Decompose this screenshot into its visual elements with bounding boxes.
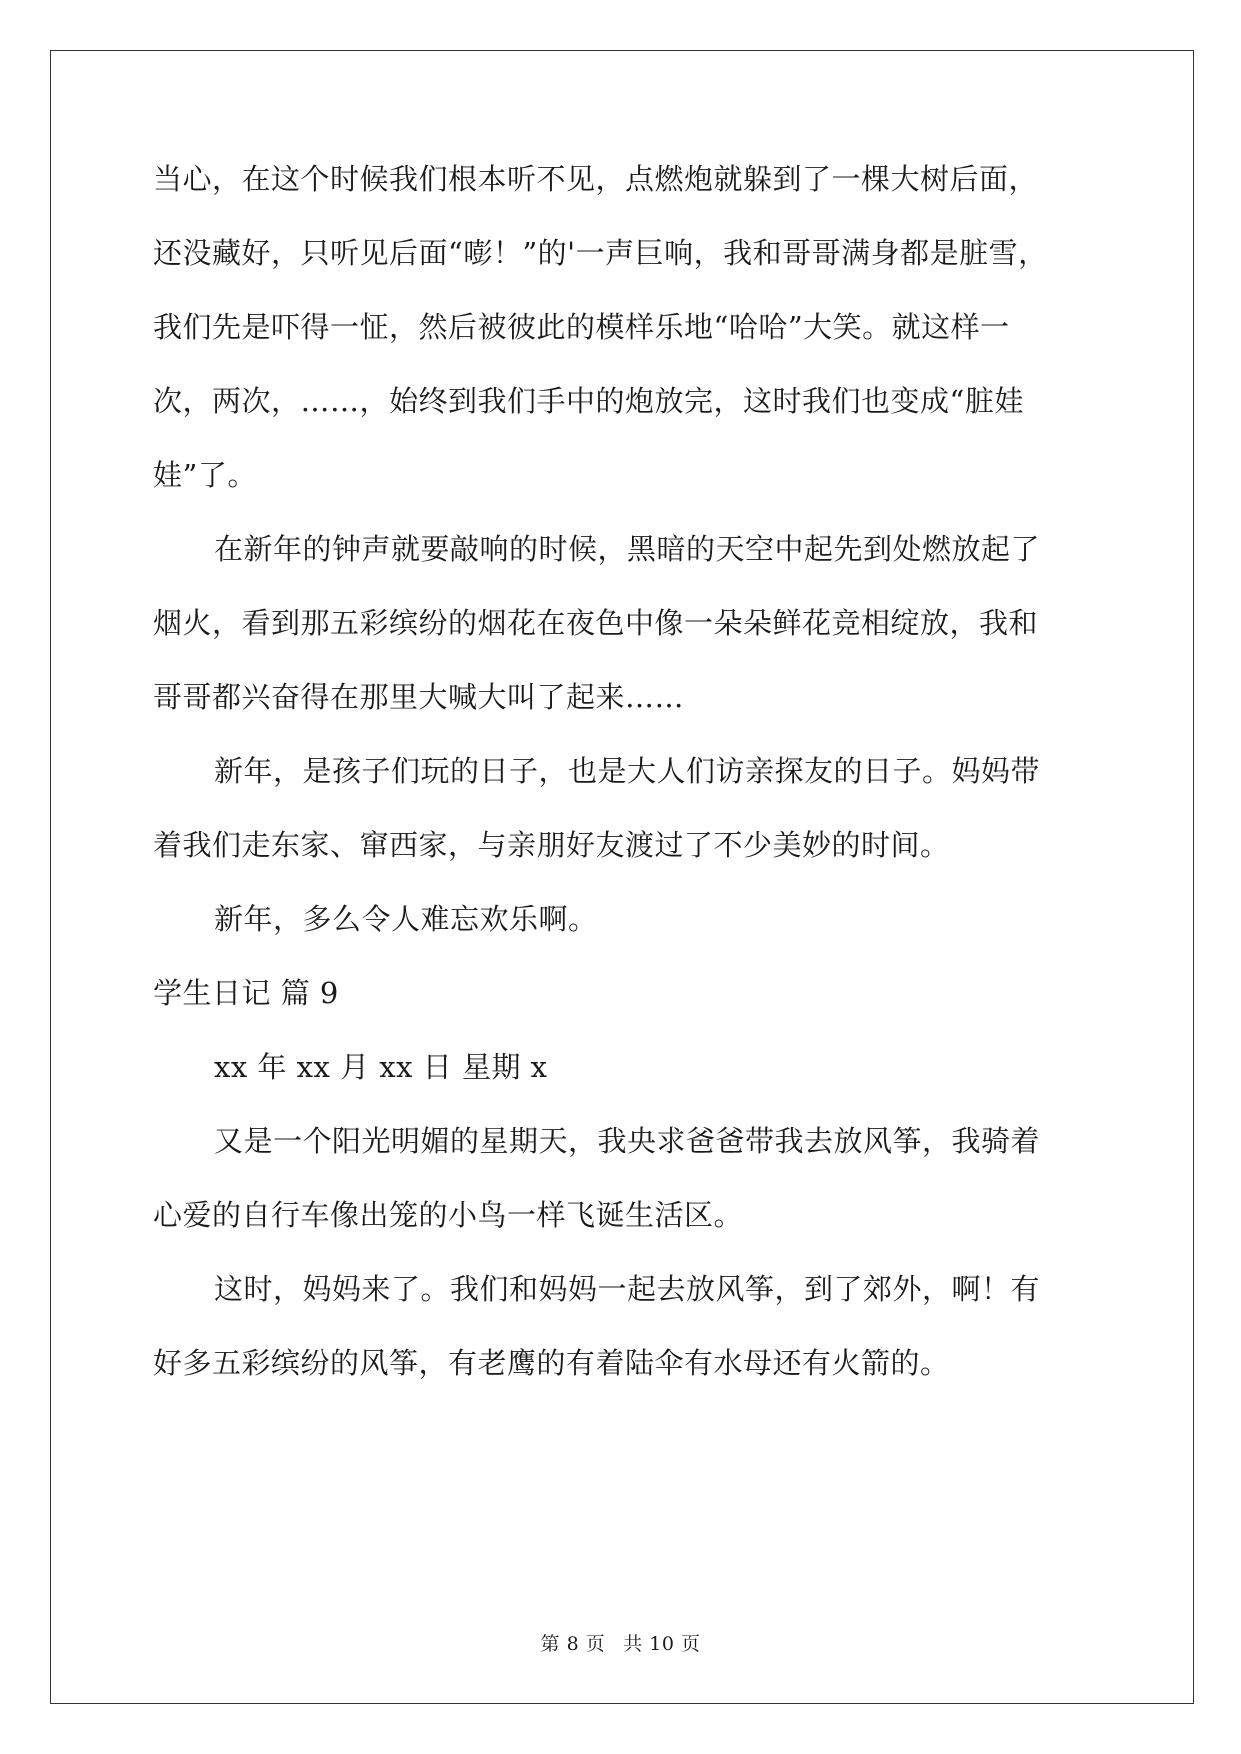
text-line-4: 次，两次，……，始终到我们手中的炮放完，这时我们也变成“脏娃 — [153, 384, 1024, 418]
text-line-7: 烟火，看到那五彩缤纷的烟花在夜色中像一朵朵鲜花竞相绽放，我和 — [153, 606, 1039, 640]
section-heading: 学生日记 篇 9 — [153, 976, 339, 1010]
text-line-16: 这时，妈妈来了。我们和妈妈一起去放风筝，到了郊外，啊！有 — [214, 1272, 1041, 1306]
text-line-15: 心爱的自行车像出笼的小鸟一样飞诞生活区。 — [153, 1198, 744, 1232]
text-line-2: 还没藏好，只听见后面“嘭！”的'一声巨响，我和哥哥满身都是脏雪， — [153, 236, 1048, 270]
text-line-3: 我们先是吓得一怔，然后被彼此的模样乐地“哈哈”大笑。就这样一 — [153, 310, 1010, 344]
diary-date: xx 年 xx 月 xx 日 星期 x — [214, 1050, 548, 1084]
page-total: 共 10 页 — [623, 1633, 701, 1655]
text-line-17: 好多五彩缤纷的风筝，有老鹰的有着陆伞有水母还有火箭的。 — [153, 1346, 950, 1380]
page-number: 第 8 页 — [540, 1633, 606, 1655]
text-line-14: 又是一个阳光明媚的星期天，我央求爸爸带我去放风筝，我骑着 — [214, 1124, 1041, 1158]
document-body — [153, 160, 1093, 1418]
text-line-6: 在新年的钟声就要敲响的时候，黑暗的天空中起先到处燃放起了 — [214, 532, 1041, 566]
text-line-9: 新年，是孩子们玩的日子，也是大人们访亲探友的日子。妈妈带 — [214, 754, 1041, 788]
text-line-11: 新年，多么令人难忘欢乐啊。 — [214, 902, 598, 936]
page-footer — [0, 1632, 1241, 1656]
text-line-1: 当心，在这个时候我们根本听不见，点燃炮就躲到了一棵大树后面， — [153, 162, 1039, 196]
text-line-10: 着我们走东家、窜西家，与亲朋好友渡过了不少美妙的时间。 — [153, 828, 950, 862]
text-line-8: 哥哥都兴奋得在那里大喊大叫了起来…… — [153, 680, 685, 714]
text-line-5: 娃”了。 — [153, 458, 257, 492]
